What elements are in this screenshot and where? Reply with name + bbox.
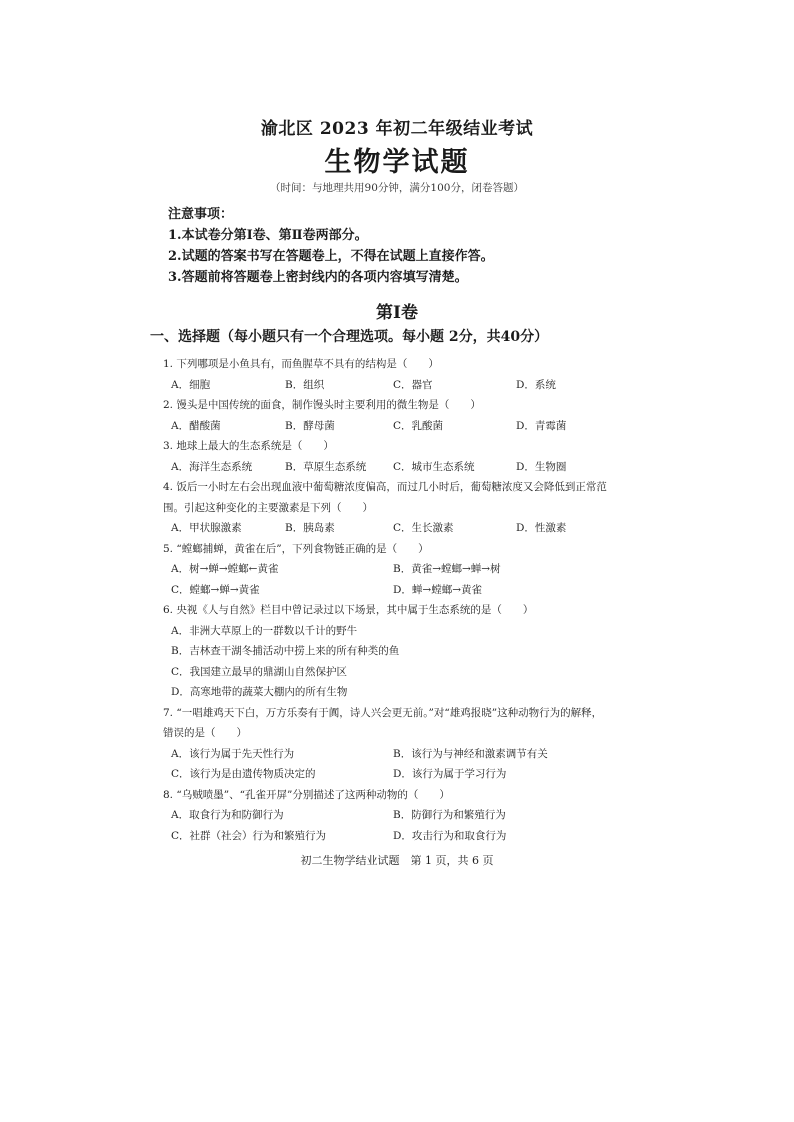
options-row bbox=[163, 662, 643, 683]
option-c: C．器官 bbox=[393, 378, 433, 391]
exam-title: 渝北区 2023 年初二年级结业考试 bbox=[260, 119, 534, 139]
options-row bbox=[163, 518, 643, 539]
options-row bbox=[163, 641, 643, 662]
option-b: B．组织 bbox=[285, 378, 325, 391]
section-title: 一、选择题（每小题只有一个合理选项。每小题 2分，共40分） bbox=[150, 329, 549, 345]
options-row bbox=[163, 744, 643, 765]
subject-title: 生物学试题 bbox=[324, 147, 470, 178]
option-c: C．生长激素 bbox=[393, 522, 454, 534]
notice-item: 2.试题的答案书写在答题卷上，不得在试题上直接作答。 bbox=[168, 249, 494, 264]
option-b: B．胰岛素 bbox=[285, 522, 335, 534]
option-a: A．醋酸菌 bbox=[171, 419, 221, 432]
exam-note: （时间：与地理共用90分钟，满分100分，闭卷答题） bbox=[270, 182, 524, 194]
options-row bbox=[163, 580, 643, 601]
option-d: D．蝉→螳螂→黄雀 bbox=[393, 583, 483, 596]
options-row bbox=[163, 375, 643, 396]
option-d: D．攻击行为和取食行为 bbox=[393, 829, 507, 842]
option-d: D．该行为属于学习行为 bbox=[393, 768, 507, 780]
question-stem-cont: 错误的是（ ） bbox=[163, 727, 247, 739]
question-stem: 8. “乌贼喷墨”、“孔雀开屏”分别描述了这两种动物的（ ） bbox=[163, 788, 450, 801]
option-d: D．性激素 bbox=[516, 522, 567, 534]
options-row bbox=[163, 621, 643, 642]
option-b: B．吉林查干湖冬捕活动中捞上来的所有种类的鱼 bbox=[171, 645, 400, 657]
question-stem: 4. 饭后一小时左右会出现血液中葡萄糖浓度偏高，而过几小时后，葡萄糖浓度又会降低到正常范 bbox=[163, 481, 607, 493]
question-stem: 5. “螳螂捕蝉，黄雀在后”，下列食物链正确的是（ ） bbox=[163, 542, 429, 555]
option-d: D．系统 bbox=[516, 378, 556, 391]
option-c: C．我国建立最早的鼎湖山自然保护区 bbox=[171, 665, 348, 678]
question-list bbox=[163, 354, 643, 846]
notice-item: 1.本试卷分第Ⅰ卷、第Ⅱ卷两部分。 bbox=[168, 228, 368, 243]
options-row bbox=[163, 416, 643, 437]
option-c: C．螳螂→蝉→黄雀 bbox=[171, 583, 260, 596]
option-a: A．树→蝉→螳螂←黄雀 bbox=[171, 563, 279, 575]
option-d: D．高寒地带的蔬菜大棚内的所有生物 bbox=[171, 686, 348, 698]
notice-item: 3.答题前将答题卷上密封线内的各项内容填写清楚。 bbox=[168, 270, 468, 285]
question-stem: 7. “一唱雄鸡天下白，万方乐奏有于阗，诗人兴会更无前。”对“雄鸡报晓”这种动物行为的解释， bbox=[163, 706, 603, 719]
page-footer: 初二生物学结业试题 第 1 页，共 6 页 bbox=[300, 854, 494, 867]
notice-block bbox=[168, 204, 494, 288]
question-stem: 6. 央视《人与自然》栏目中曾记录过以下场景，其中属于生态系统的是（ ） bbox=[163, 604, 534, 616]
option-a: A．海洋生态系统 bbox=[171, 460, 253, 473]
question-stem-cont: 围。引起这种变化的主要激素是下列（ ） bbox=[163, 501, 373, 514]
volume-title: 第Ⅰ卷 bbox=[376, 303, 418, 323]
option-c: C．城市生态系统 bbox=[393, 460, 475, 473]
options-row bbox=[163, 682, 643, 703]
option-a: A．非洲大草原上的一群数以千计的野牛 bbox=[171, 624, 358, 637]
question-stem: 1. 下列哪项是小鱼具有，而鱼腥草不具有的结构是（ ） bbox=[163, 358, 439, 370]
option-a: A．该行为属于先天性行为 bbox=[171, 747, 295, 760]
option-d: D．青霉菌 bbox=[516, 419, 567, 432]
option-c: C．该行为是由遗传物质决定的 bbox=[171, 768, 316, 780]
option-a: A．细胞 bbox=[171, 378, 211, 391]
option-b: B．酵母菌 bbox=[285, 419, 335, 432]
options-row bbox=[163, 805, 643, 826]
notice-heading: 注意事项： bbox=[168, 207, 234, 222]
options-row bbox=[163, 764, 643, 785]
question-stem: 2. 馒头是中国传统的面食，制作馒头时主要利用的微生物是（ ） bbox=[163, 399, 481, 411]
option-b: B．防御行为和繁殖行为 bbox=[393, 809, 506, 821]
options-row bbox=[163, 457, 643, 478]
option-b: B．黄雀→螳螂→蝉→树 bbox=[393, 563, 501, 575]
options-row bbox=[163, 826, 643, 847]
option-a: A．甲状腺激素 bbox=[171, 522, 242, 534]
option-d: D．生物圈 bbox=[516, 460, 567, 473]
option-a: A．取食行为和防御行为 bbox=[171, 809, 284, 821]
option-b: B．草原生态系统 bbox=[285, 460, 367, 473]
question-stem: 3. 地球上最大的生态系统是（ ） bbox=[163, 440, 334, 452]
option-c: C．乳酸菌 bbox=[393, 419, 444, 432]
option-b: B．该行为与神经和激素调节有关 bbox=[393, 747, 548, 760]
options-row bbox=[163, 559, 643, 580]
option-c: C．社群（社会）行为和繁殖行为 bbox=[171, 829, 327, 842]
